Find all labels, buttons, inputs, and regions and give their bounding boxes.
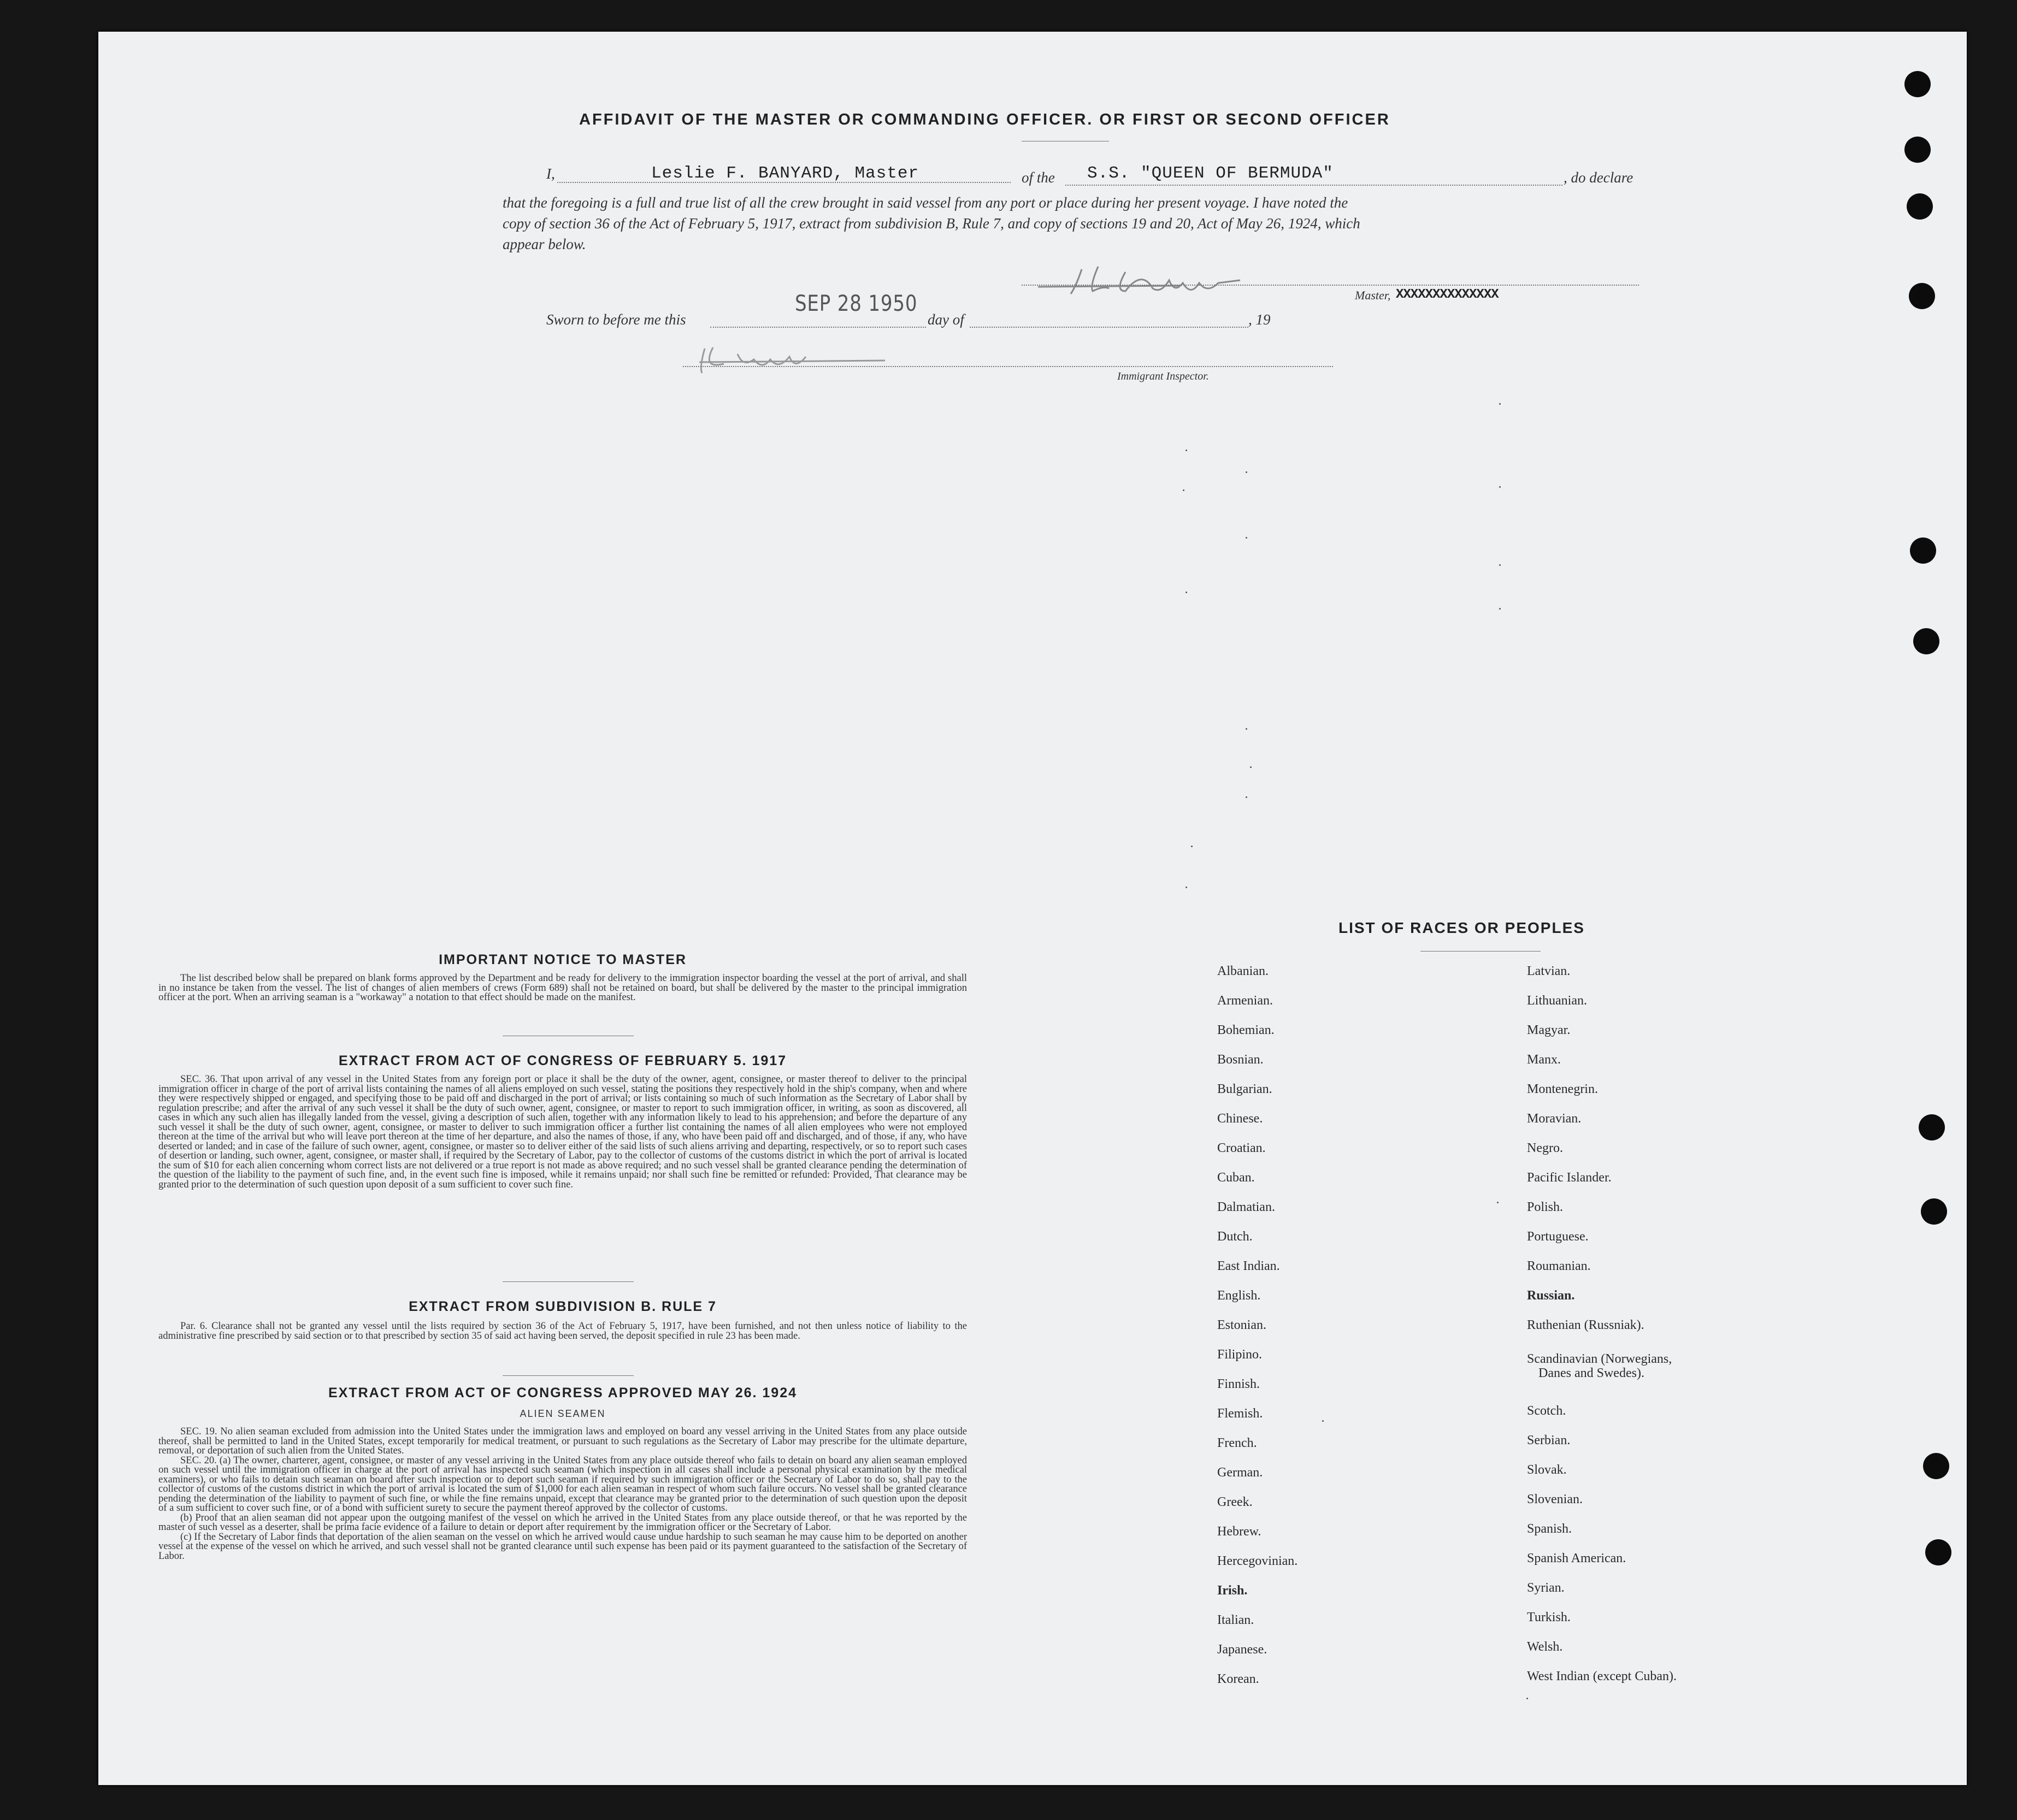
section-20a-text: SEC. 20. (a) The owner, charterer, agent, consignee, or master of any vessel arriving in the United States from any place outside thereof who fails to detain on board any alien seaman employed on such vessel until the immigration officer in charge at the port of arrival has inspected such seaman (which inspection in all cases shall include a personal physical examination by the medical examiners), or who fails to detain such seaman on board after such inspection or to deport such seaman if required by such immigration officer or the Secretary of Labor to do so, shall pay to the collector of customs of the customs district in which the port of arrival is located the sum of $1,000 for each alien seaman in respect of whom such failure occurs. No vessel shall be granted clearance pending the determination of the liability to payment of such fine, or while the fine remains unpaid, except that clearance may be granted prior to the determination of such question upon the deposit of a sum sufficient to cover such fine, or of a bond with sufficient surety to secure the payment thereof approved by the collector of customs. — [158, 1455, 967, 1514]
race-left: English. — [1217, 1289, 1261, 1303]
races-title: LIST OF RACES OR PEOPLES — [1338, 919, 1585, 936]
affidavit-title: AFFIDAVIT OF THE MASTER OR COMMANDING OFFICER. OR FIRST OR SECOND OFFICER — [579, 111, 1390, 128]
extract-1917-text: SEC. 36. That upon arrival of any vessel in the United States from any foreign port or place it shall be the duty of the owner, agent, consignee, or master thereof to deliver to the principal immigration officer in charge of the port of arrival lists containing the names of all aliens employed on such vessel, stating the positions they respectively hold in the ship's company, when and where they were respectively shipped or engaged, and specifying those to be paid off and discharged in the port of arrival; or lists containing so much of such information as the Secretary of Labor shall by regulation prescribe; and after the arrival of any such vessel it shall be the duty of such owner, agent, consignee, or master to report to such immigration officer, in writing, as soon as discovered, all cases in which any such alien has illegally landed from the vessel, giving a description of such alien, together with any information likely to lead to his apprehension; and before the departure of any such vessel it shall be the duty of such owner, agent, consignee, or master to deliver to such immigration officer a further list containing the names of all alien employees who were not employed thereon at the time of the arrival but who will leave port thereon at the time of her departure, and also the names of those, if any, who have been paid off and discharged, and of those, if any, who have deserted or landed; and in case of the failure of such owner, agent, consignee, or master so to deliver either of the said lists of such aliens arriving and departing, respectively, or so to report such cases of desertion or landing, such owner, agent, consignee, or master shall, if required by the Secretary of Labor, pay to the collector of customs of the customs district in which the port of arrival is located the sum of $10 for each alien concerning whom correct lists are not delivered or a true report is not made as above required; and no such vessel shall be granted clearance pending the determination of the question of the liability to the payment of such fine, and, in the event such fine is imposed, while it remains unpaid; nor shall such fine be remitted or refunded: Provided, That clearance may be granted prior to the determination of such question upon deposit of a sum sufficient to cover such fine. — [158, 1074, 967, 1190]
race-left: German. — [1217, 1466, 1263, 1480]
race-left: Bosnian. — [1217, 1053, 1264, 1067]
section-19-text: SEC. 19. No alien seaman excluded from admission into the United States under the immigration laws and employed on board any vessel arriving in the United States from any place outside thereof, shall be permitted to land in the United States, except temporarily for medical treatment, or pursuant to such regulations as the Secretary of Labor may prescribe for the ultimate departure, removal, or deportation of such alien from the United States. — [158, 1426, 967, 1456]
i-label: I, — [546, 166, 555, 182]
binder-hole — [1923, 1453, 1949, 1479]
race-right: Serbian. — [1527, 1433, 1571, 1447]
race-right: Lithuanian. — [1527, 994, 1587, 1008]
race-right: Negro. — [1527, 1141, 1563, 1155]
rule7-title: EXTRACT FROM SUBDIVISION B. RULE 7 — [409, 1299, 717, 1314]
race-left: Dutch. — [1217, 1230, 1253, 1244]
binder-hole — [1921, 1198, 1947, 1225]
race-right: Spanish. — [1527, 1522, 1572, 1536]
extract-1917-title: EXTRACT FROM ACT OF CONGRESS OF FEBRUARY 5. 1917 — [338, 1053, 787, 1068]
binder-hole — [1907, 193, 1933, 220]
affidavit-line-4: appear below. — [503, 236, 586, 252]
race-right: Magyar. — [1527, 1023, 1571, 1037]
binder-hole — [1925, 1539, 1951, 1565]
binder-hole — [1904, 137, 1931, 163]
race-right: Spanish American. — [1527, 1551, 1626, 1565]
race-left: Japanese. — [1217, 1642, 1267, 1657]
master-name: Leslie F. BANYARD, Master — [651, 164, 919, 183]
race-right: Moravian. — [1527, 1112, 1582, 1126]
of-the-label: of the — [1022, 169, 1055, 186]
affidavit-line-2: that the foregoing is a full and true list of all the crew brought in said vessel from any port or place during her present voyage. I have noted the — [503, 194, 1348, 211]
race-left: Italian. — [1217, 1613, 1254, 1627]
race-left: Croatian. — [1217, 1141, 1266, 1155]
extract-1924-title: EXTRACT FROM ACT OF CONGRESS APPROVED MAY 26. 1924 — [328, 1385, 798, 1401]
section-20c-text: (c) If the Secretary of Labor finds that deportation of the alien seaman on the vessel on which he arrived would cause undue hardship to such seaman he may cause him to be deported on another vessel at the expense of the vessel on which he arrived, and such vessel shall not be granted clearance until such expense has been paid or its payment guaranteed to the satisfaction of the Secretary of Labor. — [158, 1531, 967, 1562]
race-right: Pacific Islander. — [1527, 1171, 1612, 1185]
master-struck-out: XXXXXXXXXXXXXX — [1396, 287, 1499, 302]
day-of-label: day of — [928, 311, 964, 328]
race-right: West Indian (except Cuban). — [1527, 1669, 1677, 1683]
binder-hole — [1909, 283, 1935, 309]
race-right: Slovak. — [1527, 1463, 1567, 1477]
binder-hole — [1910, 537, 1936, 564]
race-left: Korean. — [1217, 1672, 1259, 1686]
race-left: Chinese. — [1217, 1112, 1263, 1126]
race-right: Slovenian. — [1527, 1492, 1583, 1506]
year-label: , 19 — [1248, 311, 1271, 328]
rule7-text: Par. 6. Clearance shall not be granted any vessel until the lists required by section 36 of the Act of February 5, 1917, have been furnished, and not then unless notice of liability to the administrative fine prescribed by said section or to that prescribed by section 35 of said act having been served, the deposit specified in rule 23 has been made. — [158, 1321, 967, 1342]
race-left: Finnish. — [1217, 1377, 1260, 1391]
race-right: Ruthenian (Russniak). — [1527, 1318, 1644, 1332]
race-right: Roumanian. — [1527, 1259, 1591, 1273]
race-right: Scotch. — [1527, 1404, 1566, 1418]
race-left: Albanian. — [1217, 964, 1269, 978]
document-page — [98, 32, 1967, 1785]
race-left: Greek. — [1217, 1495, 1253, 1509]
race-left: Hercegovinian. — [1217, 1554, 1298, 1568]
race-left: Cuban. — [1217, 1171, 1255, 1185]
race-left: Bohemian. — [1217, 1023, 1275, 1037]
section-20b-text: (b) Proof that an alien seaman did not appear upon the outgoing manifest of the vessel on which he arrived in the United States from any place outside thereof, or that he was reported by the master of such vessel as a deserter, shall be prima facie evidence of a failure to detain or deport after requirement by the immigration officer or the Secretary of Labor. — [158, 1512, 967, 1533]
race-right: Manx. — [1527, 1053, 1561, 1067]
race-left: East Indian. — [1217, 1259, 1280, 1273]
race-left: Armenian. — [1217, 994, 1273, 1008]
race-right: Turkish. — [1527, 1610, 1571, 1624]
race-right: Danes and Swedes). — [1538, 1366, 1644, 1380]
race-left: French. — [1217, 1436, 1257, 1450]
race-right: Russian. — [1527, 1289, 1575, 1303]
extract-1924-subtitle: ALIEN SEAMEN — [520, 1408, 606, 1419]
binder-hole — [1904, 71, 1931, 97]
race-left: Estonian. — [1217, 1318, 1266, 1332]
race-right: Latvian. — [1527, 964, 1571, 978]
ship-name: S.S. "QUEEN OF BERMUDA" — [1087, 164, 1334, 183]
affidavit-line-3: copy of section 36 of the Act of February 5, 1917, extract from subdivision B, Rule 7, and copy of sections 19 and 20, Act of May 26, 1924, which — [503, 215, 1360, 232]
race-left: Irish. — [1217, 1583, 1248, 1598]
race-right: Welsh. — [1527, 1640, 1563, 1654]
date-stamp: SEP 28 1950 — [795, 291, 918, 316]
race-right: Polish. — [1527, 1200, 1564, 1214]
race-left: Filipino. — [1217, 1348, 1263, 1362]
sworn-label: Sworn to before me this — [546, 311, 686, 328]
master-label: Master, — [1355, 288, 1391, 302]
binder-hole — [1919, 1114, 1945, 1141]
notice-title: IMPORTANT NOTICE TO MASTER — [439, 952, 687, 967]
race-right: Syrian. — [1527, 1581, 1565, 1595]
inspector-signature — [688, 338, 907, 381]
master-signature — [1016, 253, 1409, 313]
notice-text: The list described below shall be prepared on blank forms approved by the Department and be ready for delivery to the immigration inspector boarding the vessel at the port of arrival, and shall in no instance be taken from the vessel. The list of changes of alien members of crews (Form 689) shall not be retained on board, but shall be delivered by the master to the principal immigration officer at the port. When an arriving seaman is a "workaway" a notation to that effect should be made on the manifest. — [158, 973, 967, 1003]
race-left: Bulgarian. — [1217, 1082, 1272, 1096]
race-left: Dalmatian. — [1217, 1200, 1275, 1214]
binder-hole — [1913, 628, 1939, 654]
race-left: Hebrew. — [1217, 1524, 1261, 1539]
inspector-label: Immigrant Inspector. — [1117, 370, 1209, 382]
race-right: Portuguese. — [1527, 1230, 1589, 1244]
race-left: Flemish. — [1217, 1407, 1263, 1421]
race-right: Montenegrin. — [1527, 1082, 1598, 1096]
do-declare: , do declare — [1564, 169, 1633, 186]
race-right: Scandinavian (Norwegians, — [1527, 1352, 1672, 1366]
